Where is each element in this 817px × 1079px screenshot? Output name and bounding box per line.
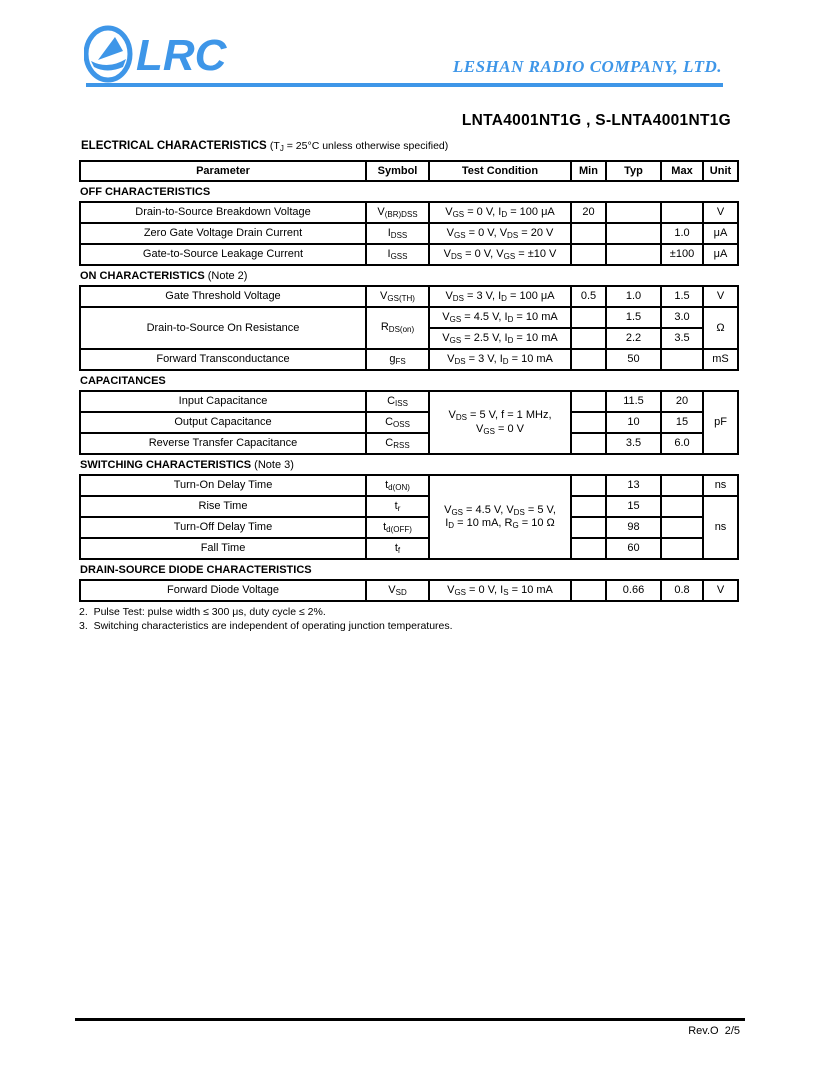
section-table-4 bbox=[79, 579, 739, 602]
table-row bbox=[80, 517, 738, 538]
table-row bbox=[80, 244, 738, 265]
table-row bbox=[80, 307, 738, 328]
cell-unit: V bbox=[703, 202, 738, 223]
cell-max: 3.0 bbox=[661, 307, 703, 328]
section-table-2 bbox=[79, 390, 739, 455]
heading-label: ELECTRICAL CHARACTERISTICS bbox=[81, 140, 267, 152]
heading-condition-note: ($T_J = 25^\circ C$ unless otherwise specified) bbox=[269, 140, 449, 153]
cell-max: 3.5 bbox=[661, 328, 703, 349]
cell-min: 20 bbox=[571, 202, 606, 223]
cell-param: Turn-On Delay Time bbox=[80, 475, 366, 496]
cell-min bbox=[571, 475, 606, 496]
cell-param: Reverse Transfer Capacitance bbox=[80, 433, 366, 454]
table-row bbox=[80, 202, 738, 223]
cell-typ: 50 bbox=[606, 349, 661, 370]
cell-cond: $V_{GS} = 0$ V, $I_D = 100$ μA bbox=[429, 202, 571, 223]
cell-max: 1.5 bbox=[661, 286, 703, 307]
cell-unit: V bbox=[703, 580, 738, 601]
spec-table-header bbox=[79, 160, 739, 182]
spec-tables-area bbox=[79, 160, 739, 633]
cell-typ: 15 bbox=[606, 496, 661, 517]
logo-sail-icon bbox=[98, 37, 123, 60]
cell-sym: $V_{GS(TH)}$ bbox=[366, 286, 429, 307]
cell-typ: 1.0 bbox=[606, 286, 661, 307]
table-row bbox=[80, 286, 738, 307]
cell-min: 0.5 bbox=[571, 286, 606, 307]
header-rule bbox=[86, 83, 723, 87]
cell-unit: mS bbox=[703, 349, 738, 370]
logo-hull-icon bbox=[91, 59, 126, 71]
cell-unit: pF bbox=[703, 391, 738, 454]
company-name: LESHAN RADIO COMPANY, LTD. bbox=[452, 57, 722, 76]
cell-unit: μA bbox=[703, 223, 738, 244]
cell-max bbox=[661, 517, 703, 538]
cell-min bbox=[571, 223, 606, 244]
cell-max: 1.0 bbox=[661, 223, 703, 244]
cell-param: Gate Threshold Voltage bbox=[80, 286, 366, 307]
cell-param: Output Capacitance bbox=[80, 412, 366, 433]
electrical-characteristics-heading bbox=[81, 140, 781, 153]
cell-typ: 2.2 bbox=[606, 328, 661, 349]
cell-sym: $t_{d(OFF)}$ bbox=[366, 517, 429, 538]
cell-typ: 60 bbox=[606, 538, 661, 559]
cell-typ: 1.5 bbox=[606, 307, 661, 328]
cell-typ: 98 bbox=[606, 517, 661, 538]
column-header-unit: Unit bbox=[703, 161, 738, 181]
cell-max bbox=[661, 349, 703, 370]
cell-typ: 13 bbox=[606, 475, 661, 496]
cell-max: 0.8 bbox=[661, 580, 703, 601]
cell-min bbox=[571, 328, 606, 349]
section-table-1 bbox=[79, 285, 739, 371]
cell-sym: $g_{FS}$ bbox=[366, 349, 429, 370]
column-header-param: Parameter bbox=[80, 161, 366, 181]
cell-param: Rise Time bbox=[80, 496, 366, 517]
cell-min bbox=[571, 244, 606, 265]
column-header-typ: Typ bbox=[606, 161, 661, 181]
cell-cond: $V_{GS} = 2.5$ V, $I_D = 10$ mA bbox=[429, 328, 571, 349]
cell-unit: μA bbox=[703, 244, 738, 265]
cell-min bbox=[571, 433, 606, 454]
column-header-row bbox=[80, 161, 738, 181]
cell-typ: 11.5 bbox=[606, 391, 661, 412]
cell-cond: $V_{GS} = 4.5$ V, $V_{DS} = 5$ V, $I_D = 10$ mA, $R_G = 10$ Ω bbox=[429, 475, 571, 559]
cell-typ: 3.5 bbox=[606, 433, 661, 454]
table-row bbox=[80, 496, 738, 517]
cell-typ bbox=[606, 244, 661, 265]
cell-cond: $V_{DS} = 3$ V, $I_D = 10$ mA bbox=[429, 349, 571, 370]
cell-max: ±100 bbox=[661, 244, 703, 265]
cell-sym: $C_{ISS}$ bbox=[366, 391, 429, 412]
cell-max bbox=[661, 496, 703, 517]
section-title: ON CHARACTERISTICS (Note 2) bbox=[80, 270, 248, 282]
cell-param: Forward Diode Voltage bbox=[80, 580, 366, 601]
cell-max bbox=[661, 475, 703, 496]
lrc-logo bbox=[84, 24, 264, 84]
section-title: SWITCHING CHARACTERISTICS (Note 3) bbox=[80, 459, 294, 471]
footer-rule bbox=[75, 1018, 745, 1021]
cell-min bbox=[571, 412, 606, 433]
footnotes bbox=[79, 606, 739, 633]
cell-cond: $V_{GS} = 4.5$ V, $I_D = 10$ mA bbox=[429, 307, 571, 328]
cell-min bbox=[571, 538, 606, 559]
table-row bbox=[80, 538, 738, 559]
cell-min bbox=[571, 580, 606, 601]
cell-sym: $V_{(BR)DSS}$ bbox=[366, 202, 429, 223]
footnote: 2. Pulse Test: pulse width ≤ 300 μs, duty cycle ≤ 2%. bbox=[79, 606, 326, 618]
page-revision: Rev.O 2/5 bbox=[688, 1025, 740, 1037]
cell-cond: $V_{DS} = 3$ V, $I_D = 100$ μA bbox=[429, 286, 571, 307]
cell-typ: 10 bbox=[606, 412, 661, 433]
column-header-cond: Test Condition bbox=[429, 161, 571, 181]
cell-param: Input Capacitance bbox=[80, 391, 366, 412]
table-row bbox=[80, 412, 738, 433]
column-header-sym: Symbol bbox=[366, 161, 429, 181]
column-header-max: Max bbox=[661, 161, 703, 181]
cell-cond: $V_{GS} = 0$ V, $I_S = 10$ mA bbox=[429, 580, 571, 601]
cell-sym: $R_{DS(on)}$ bbox=[366, 307, 429, 349]
cell-param: Turn-Off Delay Time bbox=[80, 517, 366, 538]
table-row bbox=[80, 475, 738, 496]
cell-unit: Ω bbox=[703, 307, 738, 349]
cell-min bbox=[571, 496, 606, 517]
section-title: DRAIN-SOURCE DIODE CHARACTERISTICS bbox=[80, 564, 312, 576]
page-header bbox=[0, 0, 817, 96]
footnote: 3. Switching characteristics are independent of operating junction temperatures. bbox=[79, 619, 453, 632]
cell-sym: $C_{RSS}$ bbox=[366, 433, 429, 454]
lrc-logo-text: LRC bbox=[136, 31, 227, 80]
cell-unit: V bbox=[703, 286, 738, 307]
cell-max: 6.0 bbox=[661, 433, 703, 454]
cell-cond: $V_{DS} = 5$ V, f = 1 MHz, $V_{GS} = 0$ V bbox=[429, 391, 571, 454]
cell-param: Gate-to-Source Leakage Current bbox=[80, 244, 366, 265]
cell-param: Forward Transconductance bbox=[80, 349, 366, 370]
cell-sym: $I_{DSS}$ bbox=[366, 223, 429, 244]
cell-min bbox=[571, 307, 606, 328]
cell-sym: $I_{GSS}$ bbox=[366, 244, 429, 265]
cell-unit: ns bbox=[703, 475, 738, 496]
cell-sym: $t_{d(ON)}$ bbox=[366, 475, 429, 496]
cell-param: Zero Gate Voltage Drain Current bbox=[80, 223, 366, 244]
section-table-0 bbox=[79, 201, 739, 266]
cell-sym: $V_{SD}$ bbox=[366, 580, 429, 601]
cell-max bbox=[661, 202, 703, 223]
table-row bbox=[80, 349, 738, 370]
section-title: CAPACITANCES bbox=[80, 375, 166, 387]
cell-max: 15 bbox=[661, 412, 703, 433]
cell-sym: $C_{OSS}$ bbox=[366, 412, 429, 433]
table-row bbox=[80, 391, 738, 412]
cell-typ bbox=[606, 223, 661, 244]
cell-unit: ns bbox=[703, 496, 738, 559]
table-row bbox=[80, 580, 738, 601]
table-row bbox=[80, 433, 738, 454]
cell-min bbox=[571, 517, 606, 538]
cell-cond: $V_{DS} = 0$ V, $V_{GS} = \pm 10$ V bbox=[429, 244, 571, 265]
cell-min bbox=[571, 391, 606, 412]
cell-typ bbox=[606, 202, 661, 223]
column-header-min: Min bbox=[571, 161, 606, 181]
cell-sym: $t_f$ bbox=[366, 538, 429, 559]
cell-sym: $t_r$ bbox=[366, 496, 429, 517]
cell-param: Fall Time bbox=[80, 538, 366, 559]
cell-min bbox=[571, 349, 606, 370]
cell-max: 20 bbox=[661, 391, 703, 412]
section-title: OFF CHARACTERISTICS bbox=[80, 186, 211, 198]
cell-typ: 0.66 bbox=[606, 580, 661, 601]
part-number-title: LNTA4001NT1G , S-LNTA4001NT1G bbox=[461, 112, 731, 129]
spec-sections bbox=[79, 186, 739, 602]
cell-cond: $V_{GS} = 0$ V, $V_{DS} = 20$ V bbox=[429, 223, 571, 244]
table-row bbox=[80, 223, 738, 244]
cell-max bbox=[661, 538, 703, 559]
section-table-3 bbox=[79, 474, 739, 560]
cell-param: Drain-to-Source On Resistance bbox=[80, 307, 366, 349]
cell-param: Drain-to-Source Breakdown Voltage bbox=[80, 202, 366, 223]
